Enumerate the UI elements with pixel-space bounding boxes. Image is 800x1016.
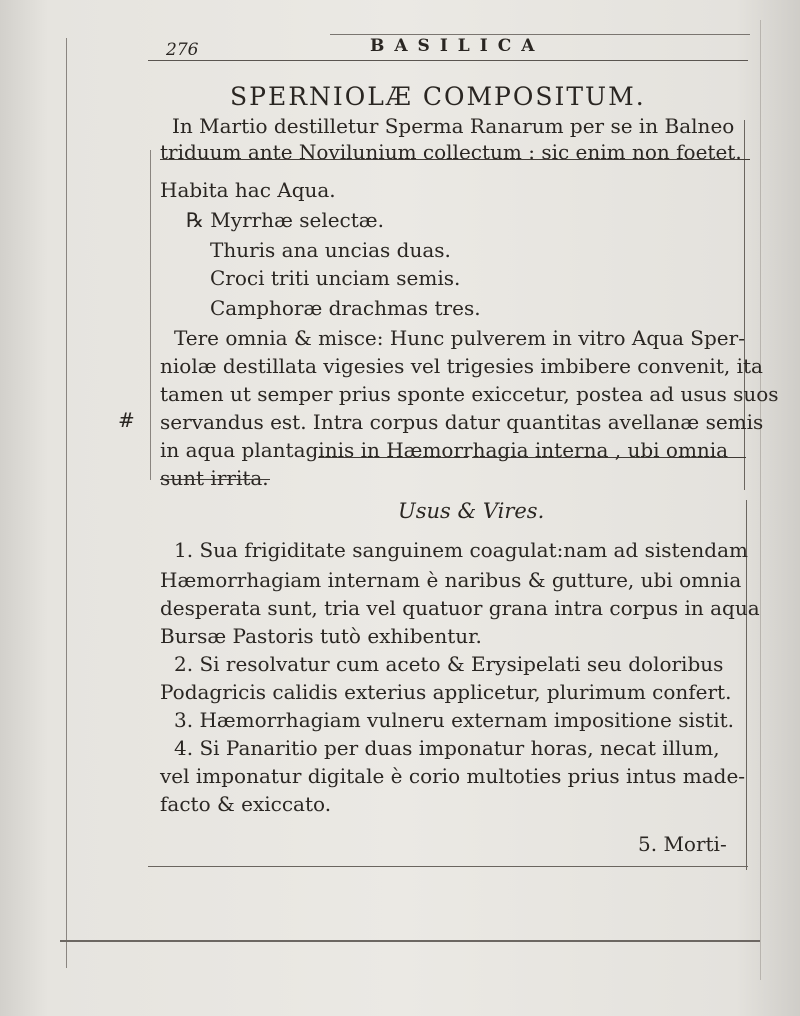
header-top-rule [330,34,750,35]
body-line: servandus est. Intra corpus datur quantitas avellanæ semis [160,410,764,434]
body-line: Croci triti unciam semis. [210,266,461,290]
text-frame-left [150,150,151,480]
running-head: BASILICA [370,36,545,56]
usus-line: vel imponatur digitale è corio multoties prius intus made- [160,764,746,788]
body-line: in aqua plantaginis in Hæmorrhagia interna , ubi omnia [160,438,729,462]
text-underline [472,457,746,458]
text-frame-bottom [148,866,748,867]
usus-line: 3. Hæmorrhagiam vulneru externam impositione sistit. [174,708,734,732]
usus-line: 4. Si Panaritio per duas imponatur horas, necat illum, [174,736,720,760]
usus-line: desperata sunt, tria vel quatuor grana intra corpus in aqua [160,596,760,620]
section-title: SPERNIOLÆ COMPOSITUM. [230,82,646,111]
usus-line: Hæmorrhagiam internam è naribus & gutture, ubi omnia [160,568,742,592]
usus-line: facto & exiccato. [160,792,332,816]
margin-annotation: # [118,408,135,432]
text-underline [160,159,750,160]
body-line: Camphoræ drachmas tres. [210,296,481,320]
body-line: In Martio destilletur Sperma Ranarum per se in Balneo [172,114,735,138]
body-line: triduum ante Novilunium collectum : sic enim non foetet. [160,140,742,164]
usus-line: 1. Sua frigiditate sanguinem coagulat:nam ad sistendam [174,538,748,562]
text-underline [160,479,270,480]
body-line: Tere omnia & misce: Hunc pulverem in vitro Aqua Sper- [174,326,745,350]
page-edge-rule [66,38,67,968]
page-number: 276 [166,40,199,60]
body-line: Thuris ana uncias duas. [210,238,451,262]
bottom-rule [60,940,760,942]
body-line: Habita hac Aqua. [160,178,336,202]
catchword: 5. Morti- [638,832,727,856]
body-line: sunt irrita. [160,466,269,490]
subsection-heading: Usus & Vires. [398,499,545,523]
usus-line: Podagricis calidis exterius applicetur, plurimum confert. [160,680,732,704]
usus-line: Bursæ Pastoris tutò exhibentur. [160,624,482,648]
body-line: niolæ destillata vigesies vel trigesies imbibere convenit, ita [160,354,763,378]
body-line: ℞ Myrrhæ selectæ. [186,208,384,232]
text-frame-right [744,120,745,490]
text-underline [318,457,468,458]
header-rule [148,60,748,61]
body-line: tamen ut semper prius sponte exiccetur, postea ad usus suos [160,382,779,406]
usus-line: 2. Si resolvatur cum aceto & Erysipelati seu doloribus [174,652,724,676]
page-edge-rule-right [760,20,761,980]
